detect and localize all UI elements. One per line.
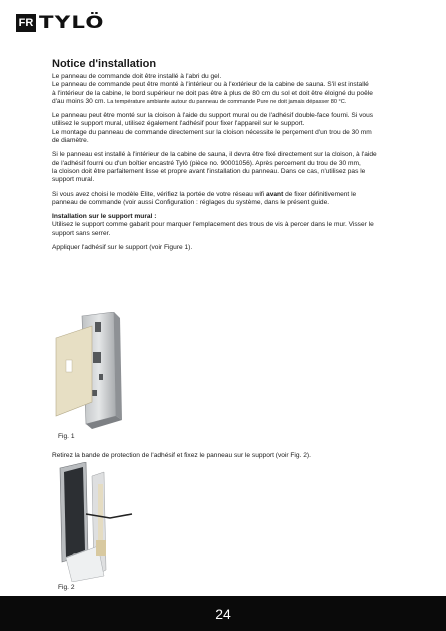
- text-line: support mural.: [52, 176, 95, 184]
- text-line: de l'adhésif fourni ou d'un boîtier encastré Tylö (pièce no. 90001056). Après percement du trou de 30 mm,: [52, 159, 361, 167]
- brand-logo: TYLÖ: [39, 13, 105, 33]
- figure-1-illustration: [52, 312, 212, 430]
- text-line: Le panneau de commande peut être monté à l'intérieur ou à l'extérieur de la cabine de sauna. S'il est installé: [52, 81, 369, 89]
- text-line: Si le panneau est installé à l'intérieur de la cabine de sauna, il devra être fixé directement sur la cloison, à l'aide: [52, 151, 377, 159]
- text-line: panneau de commande (voir aussi Configuration : réglages du système, dans le présent guide.: [52, 198, 330, 206]
- text-line: [52, 191, 424, 199]
- text-line: Le panneau peut être monté sur la cloison à l'aide du support mural ou de l'adhésif double-face fourni. Si vous: [52, 112, 374, 120]
- header: [16, 13, 105, 33]
- text-fragment-small: La température ambiante autour du panneau de commande Pure ne doit jamais dépasser 80 °C.: [107, 98, 347, 105]
- text-fragment: d'au moins 30 cm.: [52, 97, 108, 105]
- paragraph-4: [52, 191, 424, 208]
- section-heading: Installation sur le support mural :: [52, 213, 157, 221]
- page-footer: [0, 596, 446, 631]
- paragraph-5: [52, 213, 424, 238]
- document-body: [52, 58, 424, 258]
- text-line: Le montage du panneau de commande directement sur la cloison nécessite le perçement d'un trou de 30 mm: [52, 128, 372, 136]
- text-line: Utilisez le support comme gabarit pour marquer l'emplacement des trous de vis à percer dans le mur. Visser le: [52, 221, 374, 229]
- text-line: utilisez le support mural, utilisez également l'adhésif pour fixer l'appareil sur le support.: [52, 120, 305, 128]
- text-line: Appliquer l'adhésif sur le support (voir Figure 1).: [52, 244, 193, 252]
- paragraph-6: [52, 244, 424, 252]
- text-line: Le panneau de commande doit être installé à l'abri du gel.: [52, 73, 222, 80]
- text-line: de diamètre.: [52, 137, 89, 145]
- emphasis-text: avant: [266, 190, 284, 198]
- page-title: Notice d'installation: [52, 58, 157, 70]
- text-line: à l'intérieur de la cabine, le bord supérieur ne doit pas être à plus de 80 cm du sol et doit être éloigné du poêle: [52, 89, 373, 97]
- text-line: [52, 98, 424, 106]
- figure-2-illustration: [52, 462, 152, 582]
- text-fragment: Si vous avez choisi le modèle Elite, vérifiez la portée de votre réseau wifi: [52, 190, 267, 198]
- figure-1-caption: Fig. 1: [58, 433, 75, 440]
- figure-2-caption: Fig. 2: [58, 584, 75, 591]
- paragraph-2: [52, 112, 424, 145]
- figure-1-text: Retirez la bande de protection de l'adhésif et fixez le panneau sur le support (voir Fig. 2).: [52, 452, 311, 459]
- language-badge: FR: [16, 14, 36, 32]
- page-number: 24: [215, 605, 231, 622]
- text-fragment: de fixer définitivement le: [283, 190, 357, 198]
- paragraph-3: [52, 151, 424, 184]
- text-line: support sans serrer.: [52, 229, 111, 237]
- text-line: la cloison doit être parfaitement lisse et propre avant l'installation du panneau. Dans ce cas, n'utilisez pas le: [52, 167, 366, 175]
- paragraph-1: [52, 73, 424, 106]
